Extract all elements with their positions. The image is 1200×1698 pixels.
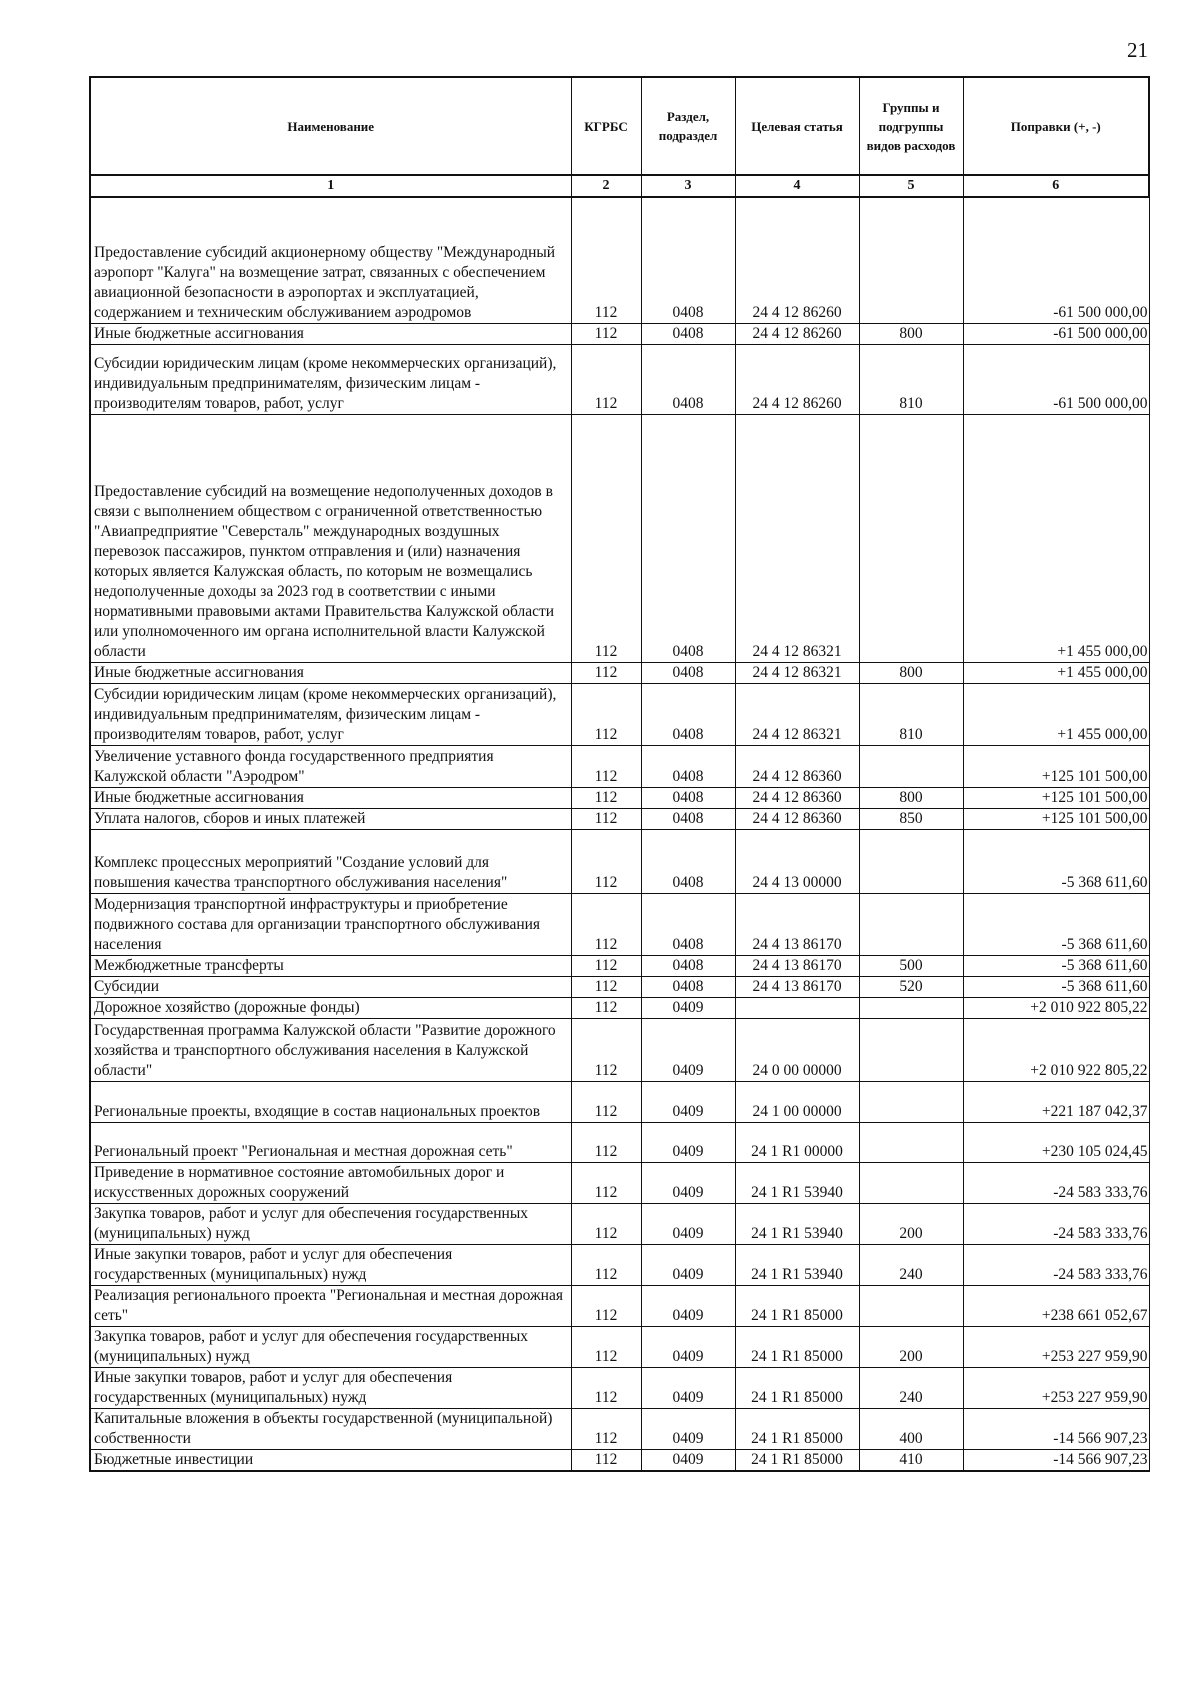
row-expense-group	[859, 1018, 963, 1081]
table-body	[90, 197, 1149, 1471]
row-expense-group: 520	[859, 976, 963, 997]
row-amendment-amount: -5 368 611,60	[963, 976, 1149, 997]
row-amendment-amount: -24 583 333,76	[963, 1203, 1149, 1244]
table-row	[90, 1122, 1149, 1162]
row-kgrbs: 112	[571, 344, 641, 414]
column-number: 1	[90, 175, 571, 197]
row-name: Уплата налогов, сборов и иных платежей	[90, 808, 571, 829]
row-expense-group: 200	[859, 1203, 963, 1244]
header-target: Целевая статья	[735, 77, 859, 175]
table-row	[90, 787, 1149, 808]
row-name: Дорожное хозяйство (дорожные фонды)	[90, 997, 571, 1018]
header-section: Раздел, подраздел	[641, 77, 735, 175]
row-kgrbs: 112	[571, 808, 641, 829]
table-row	[90, 745, 1149, 787]
table-header-row	[90, 77, 1149, 175]
row-amendment-amount: +1 455 000,00	[963, 683, 1149, 745]
row-name: Субсидии юридическим лицам (кроме некоммерческих организаций), индивидуальным предпринимателям, физическим лицам - производителям товаров, работ, услуг	[90, 683, 571, 745]
column-number: 4	[735, 175, 859, 197]
row-section: 0408	[641, 662, 735, 683]
row-kgrbs: 112	[571, 955, 641, 976]
row-name: Межбюджетные трансферты	[90, 955, 571, 976]
row-section: 0409	[641, 1408, 735, 1449]
row-name: Приведение в нормативное состояние автомобильных дорог и искусственных дорожных сооружений	[90, 1162, 571, 1203]
row-target-article: 24 4 12 86360	[735, 787, 859, 808]
row-name: Государственная программа Калужской области "Развитие дорожного хозяйства и транспортного обслуживания населения в Калужской области"	[90, 1018, 571, 1081]
row-section: 0409	[641, 1203, 735, 1244]
row-kgrbs: 112	[571, 1162, 641, 1203]
row-kgrbs: 112	[571, 1018, 641, 1081]
row-amendment-amount: -5 368 611,60	[963, 893, 1149, 955]
row-section: 0409	[641, 1081, 735, 1122]
row-kgrbs: 112	[571, 1408, 641, 1449]
row-amendment-amount: -61 500 000,00	[963, 197, 1149, 323]
row-expense-group: 500	[859, 955, 963, 976]
table-row	[90, 997, 1149, 1018]
row-expense-group	[859, 1285, 963, 1326]
row-kgrbs: 112	[571, 1326, 641, 1367]
row-section: 0409	[641, 1285, 735, 1326]
row-expense-group	[859, 829, 963, 893]
row-expense-group	[859, 1162, 963, 1203]
table-row	[90, 1203, 1149, 1244]
row-amendment-amount: -24 583 333,76	[963, 1244, 1149, 1285]
row-amendment-amount: +238 661 052,67	[963, 1285, 1149, 1326]
row-target-article: 24 4 12 86260	[735, 197, 859, 323]
row-section: 0408	[641, 683, 735, 745]
row-expense-group	[859, 1122, 963, 1162]
row-target-article: 24 1 R1 85000	[735, 1285, 859, 1326]
column-number-row	[90, 175, 1149, 197]
table-row	[90, 1018, 1149, 1081]
row-amendment-amount: +125 101 500,00	[963, 745, 1149, 787]
row-section: 0409	[641, 1244, 735, 1285]
row-amendment-amount: -5 368 611,60	[963, 829, 1149, 893]
table-row	[90, 414, 1149, 662]
row-section: 0409	[641, 997, 735, 1018]
table-row	[90, 1285, 1149, 1326]
row-section: 0409	[641, 1449, 735, 1471]
row-target-article: 24 4 12 86321	[735, 414, 859, 662]
table-row	[90, 683, 1149, 745]
row-amendment-amount: -24 583 333,76	[963, 1162, 1149, 1203]
row-name: Иные закупки товаров, работ и услуг для обеспечения государственных (муниципальных) нужд	[90, 1244, 571, 1285]
row-section: 0408	[641, 414, 735, 662]
row-expense-group	[859, 1081, 963, 1122]
table-row	[90, 829, 1149, 893]
row-kgrbs: 112	[571, 414, 641, 662]
row-name: Бюджетные инвестиции	[90, 1449, 571, 1471]
table-row	[90, 808, 1149, 829]
row-expense-group	[859, 997, 963, 1018]
row-target-article: 24 1 R1 85000	[735, 1449, 859, 1471]
row-kgrbs: 112	[571, 787, 641, 808]
row-amendment-amount: +1 455 000,00	[963, 662, 1149, 683]
row-name: Иные бюджетные ассигнования	[90, 787, 571, 808]
row-kgrbs: 112	[571, 893, 641, 955]
row-kgrbs: 112	[571, 683, 641, 745]
row-target-article: 24 0 00 00000	[735, 1018, 859, 1081]
row-name: Предоставление субсидий на возмещение недополученных доходов в связи с выполнением обществом с ограниченной ответственностью "Авиапредприятие "Северсталь" международных воздушных перевозок пассажиров, пунктом отправления и (или) назначения которых является Калужская область, по которым не возмещались недополученные доходы за 2023 год в соответствии с иными нормативными правовыми актами Правительства Калужской области или уполномоченного им органа исполнительной власти Калужской области	[90, 414, 571, 662]
row-amendment-amount: +125 101 500,00	[963, 787, 1149, 808]
row-target-article: 24 1 R1 00000	[735, 1122, 859, 1162]
row-section: 0408	[641, 893, 735, 955]
column-number: 5	[859, 175, 963, 197]
row-expense-group	[859, 414, 963, 662]
row-target-article: 24 4 12 86260	[735, 323, 859, 344]
row-target-article: 24 1 R1 53940	[735, 1162, 859, 1203]
header-kgrbs: КГРБС	[571, 77, 641, 175]
row-kgrbs: 112	[571, 1285, 641, 1326]
row-expense-group: 810	[859, 683, 963, 745]
row-amendment-amount: +230 105 024,45	[963, 1122, 1149, 1162]
row-kgrbs: 112	[571, 1081, 641, 1122]
row-kgrbs: 112	[571, 1203, 641, 1244]
row-amendment-amount: +2 010 922 805,22	[963, 1018, 1149, 1081]
table-row	[90, 197, 1149, 323]
row-expense-group	[859, 197, 963, 323]
header-amendments: Поправки (+, -)	[963, 77, 1149, 175]
row-target-article: 24 4 12 86321	[735, 662, 859, 683]
row-kgrbs: 112	[571, 1367, 641, 1408]
row-section: 0409	[641, 1122, 735, 1162]
row-target-article: 24 4 13 86170	[735, 976, 859, 997]
row-name: Увеличение уставного фонда государственного предприятия Калужской области "Аэродром"	[90, 745, 571, 787]
row-section: 0408	[641, 197, 735, 323]
row-section: 0408	[641, 787, 735, 808]
row-expense-group: 410	[859, 1449, 963, 1471]
row-section: 0409	[641, 1326, 735, 1367]
row-name: Предоставление субсидий акционерному обществу "Международный аэропорт "Калуга" на возмещение затрат, связанных с обеспечением авиационной безопасности в аэропортах и эксплуатацией, содержанием и техническим обслуживанием аэродромов	[90, 197, 571, 323]
row-kgrbs: 112	[571, 745, 641, 787]
row-target-article: 24 4 13 86170	[735, 893, 859, 955]
table-row	[90, 1326, 1149, 1367]
row-target-article: 24 4 12 86260	[735, 344, 859, 414]
row-expense-group	[859, 745, 963, 787]
row-name: Закупка товаров, работ и услуг для обеспечения государственных (муниципальных) нужд	[90, 1326, 571, 1367]
row-amendment-amount: +253 227 959,90	[963, 1367, 1149, 1408]
table-row	[90, 1162, 1149, 1203]
header-name: Наименование	[90, 77, 571, 175]
row-kgrbs: 112	[571, 323, 641, 344]
row-kgrbs: 112	[571, 829, 641, 893]
row-expense-group: 200	[859, 1326, 963, 1367]
row-amendment-amount: +2 010 922 805,22	[963, 997, 1149, 1018]
row-name: Реализация регионального проекта "Региональная и местная дорожная сеть"	[90, 1285, 571, 1326]
row-section: 0408	[641, 344, 735, 414]
row-expense-group: 800	[859, 787, 963, 808]
row-name: Закупка товаров, работ и услуг для обеспечения государственных (муниципальных) нужд	[90, 1203, 571, 1244]
column-number: 6	[963, 175, 1149, 197]
row-amendment-amount: -61 500 000,00	[963, 323, 1149, 344]
row-target-article: 24 4 13 00000	[735, 829, 859, 893]
row-section: 0408	[641, 976, 735, 997]
column-number: 2	[571, 175, 641, 197]
row-section: 0409	[641, 1367, 735, 1408]
row-expense-group: 800	[859, 662, 963, 683]
row-target-article: 24 1 00 00000	[735, 1081, 859, 1122]
row-kgrbs: 112	[571, 1449, 641, 1471]
column-number: 3	[641, 175, 735, 197]
row-name: Комплекс процессных мероприятий "Создание условий для повышения качества транспортного обслуживания населения"	[90, 829, 571, 893]
table-row	[90, 1367, 1149, 1408]
row-expense-group: 810	[859, 344, 963, 414]
row-name: Капитальные вложения в объекты государственной (муниципальной) собственности	[90, 1408, 571, 1449]
row-expense-group: 240	[859, 1367, 963, 1408]
row-name: Региональные проекты, входящие в состав национальных проектов	[90, 1081, 571, 1122]
row-kgrbs: 112	[571, 976, 641, 997]
row-name: Модернизация транспортной инфраструктуры и приобретение подвижного состава для организации транспортного обслуживания населения	[90, 893, 571, 955]
row-target-article: 24 1 R1 85000	[735, 1367, 859, 1408]
table-row	[90, 344, 1149, 414]
row-target-article: 24 1 R1 85000	[735, 1326, 859, 1367]
row-target-article: 24 4 12 86360	[735, 745, 859, 787]
row-target-article	[735, 997, 859, 1018]
row-section: 0408	[641, 955, 735, 976]
row-name: Иные бюджетные ассигнования	[90, 662, 571, 683]
row-section: 0408	[641, 745, 735, 787]
row-kgrbs: 112	[571, 997, 641, 1018]
table-row	[90, 1081, 1149, 1122]
row-amendment-amount: -14 566 907,23	[963, 1449, 1149, 1471]
row-amendment-amount: -5 368 611,60	[963, 955, 1149, 976]
row-amendment-amount: -14 566 907,23	[963, 1408, 1149, 1449]
row-target-article: 24 1 R1 53940	[735, 1203, 859, 1244]
row-target-article: 24 4 12 86360	[735, 808, 859, 829]
row-name: Иные бюджетные ассигнования	[90, 323, 571, 344]
row-amendment-amount: +125 101 500,00	[963, 808, 1149, 829]
row-name: Субсидии юридическим лицам (кроме некоммерческих организаций), индивидуальным предпринимателям, физическим лицам - производителям товаров, работ, услуг	[90, 344, 571, 414]
row-section: 0408	[641, 323, 735, 344]
table-row	[90, 323, 1149, 344]
budget-amendments-table	[89, 76, 1150, 1472]
row-target-article: 24 1 R1 85000	[735, 1408, 859, 1449]
table-row	[90, 893, 1149, 955]
row-kgrbs: 112	[571, 662, 641, 683]
row-kgrbs: 112	[571, 1244, 641, 1285]
row-amendment-amount: -61 500 000,00	[963, 344, 1149, 414]
table-row	[90, 976, 1149, 997]
row-expense-group: 800	[859, 323, 963, 344]
row-section: 0408	[641, 808, 735, 829]
row-name: Субсидии	[90, 976, 571, 997]
row-amendment-amount: +221 187 042,37	[963, 1081, 1149, 1122]
row-target-article: 24 1 R1 53940	[735, 1244, 859, 1285]
table-row	[90, 1449, 1149, 1471]
row-expense-group	[859, 893, 963, 955]
row-expense-group: 240	[859, 1244, 963, 1285]
row-name: Иные закупки товаров, работ и услуг для обеспечения государственных (муниципальных) нужд	[90, 1367, 571, 1408]
header-groups: Группы и подгруппы видов расходов	[859, 77, 963, 175]
row-target-article: 24 4 13 86170	[735, 955, 859, 976]
row-section: 0408	[641, 829, 735, 893]
table-row	[90, 1408, 1149, 1449]
page-number: 21	[1127, 38, 1148, 62]
row-kgrbs: 112	[571, 1122, 641, 1162]
table-row	[90, 1244, 1149, 1285]
row-name: Региональный проект "Региональная и местная дорожная сеть"	[90, 1122, 571, 1162]
row-section: 0409	[641, 1018, 735, 1081]
row-section: 0409	[641, 1162, 735, 1203]
row-expense-group: 850	[859, 808, 963, 829]
row-expense-group: 400	[859, 1408, 963, 1449]
row-target-article: 24 4 12 86321	[735, 683, 859, 745]
table-row	[90, 955, 1149, 976]
table-row	[90, 662, 1149, 683]
row-amendment-amount: +253 227 959,90	[963, 1326, 1149, 1367]
row-amendment-amount: +1 455 000,00	[963, 414, 1149, 662]
row-kgrbs: 112	[571, 197, 641, 323]
